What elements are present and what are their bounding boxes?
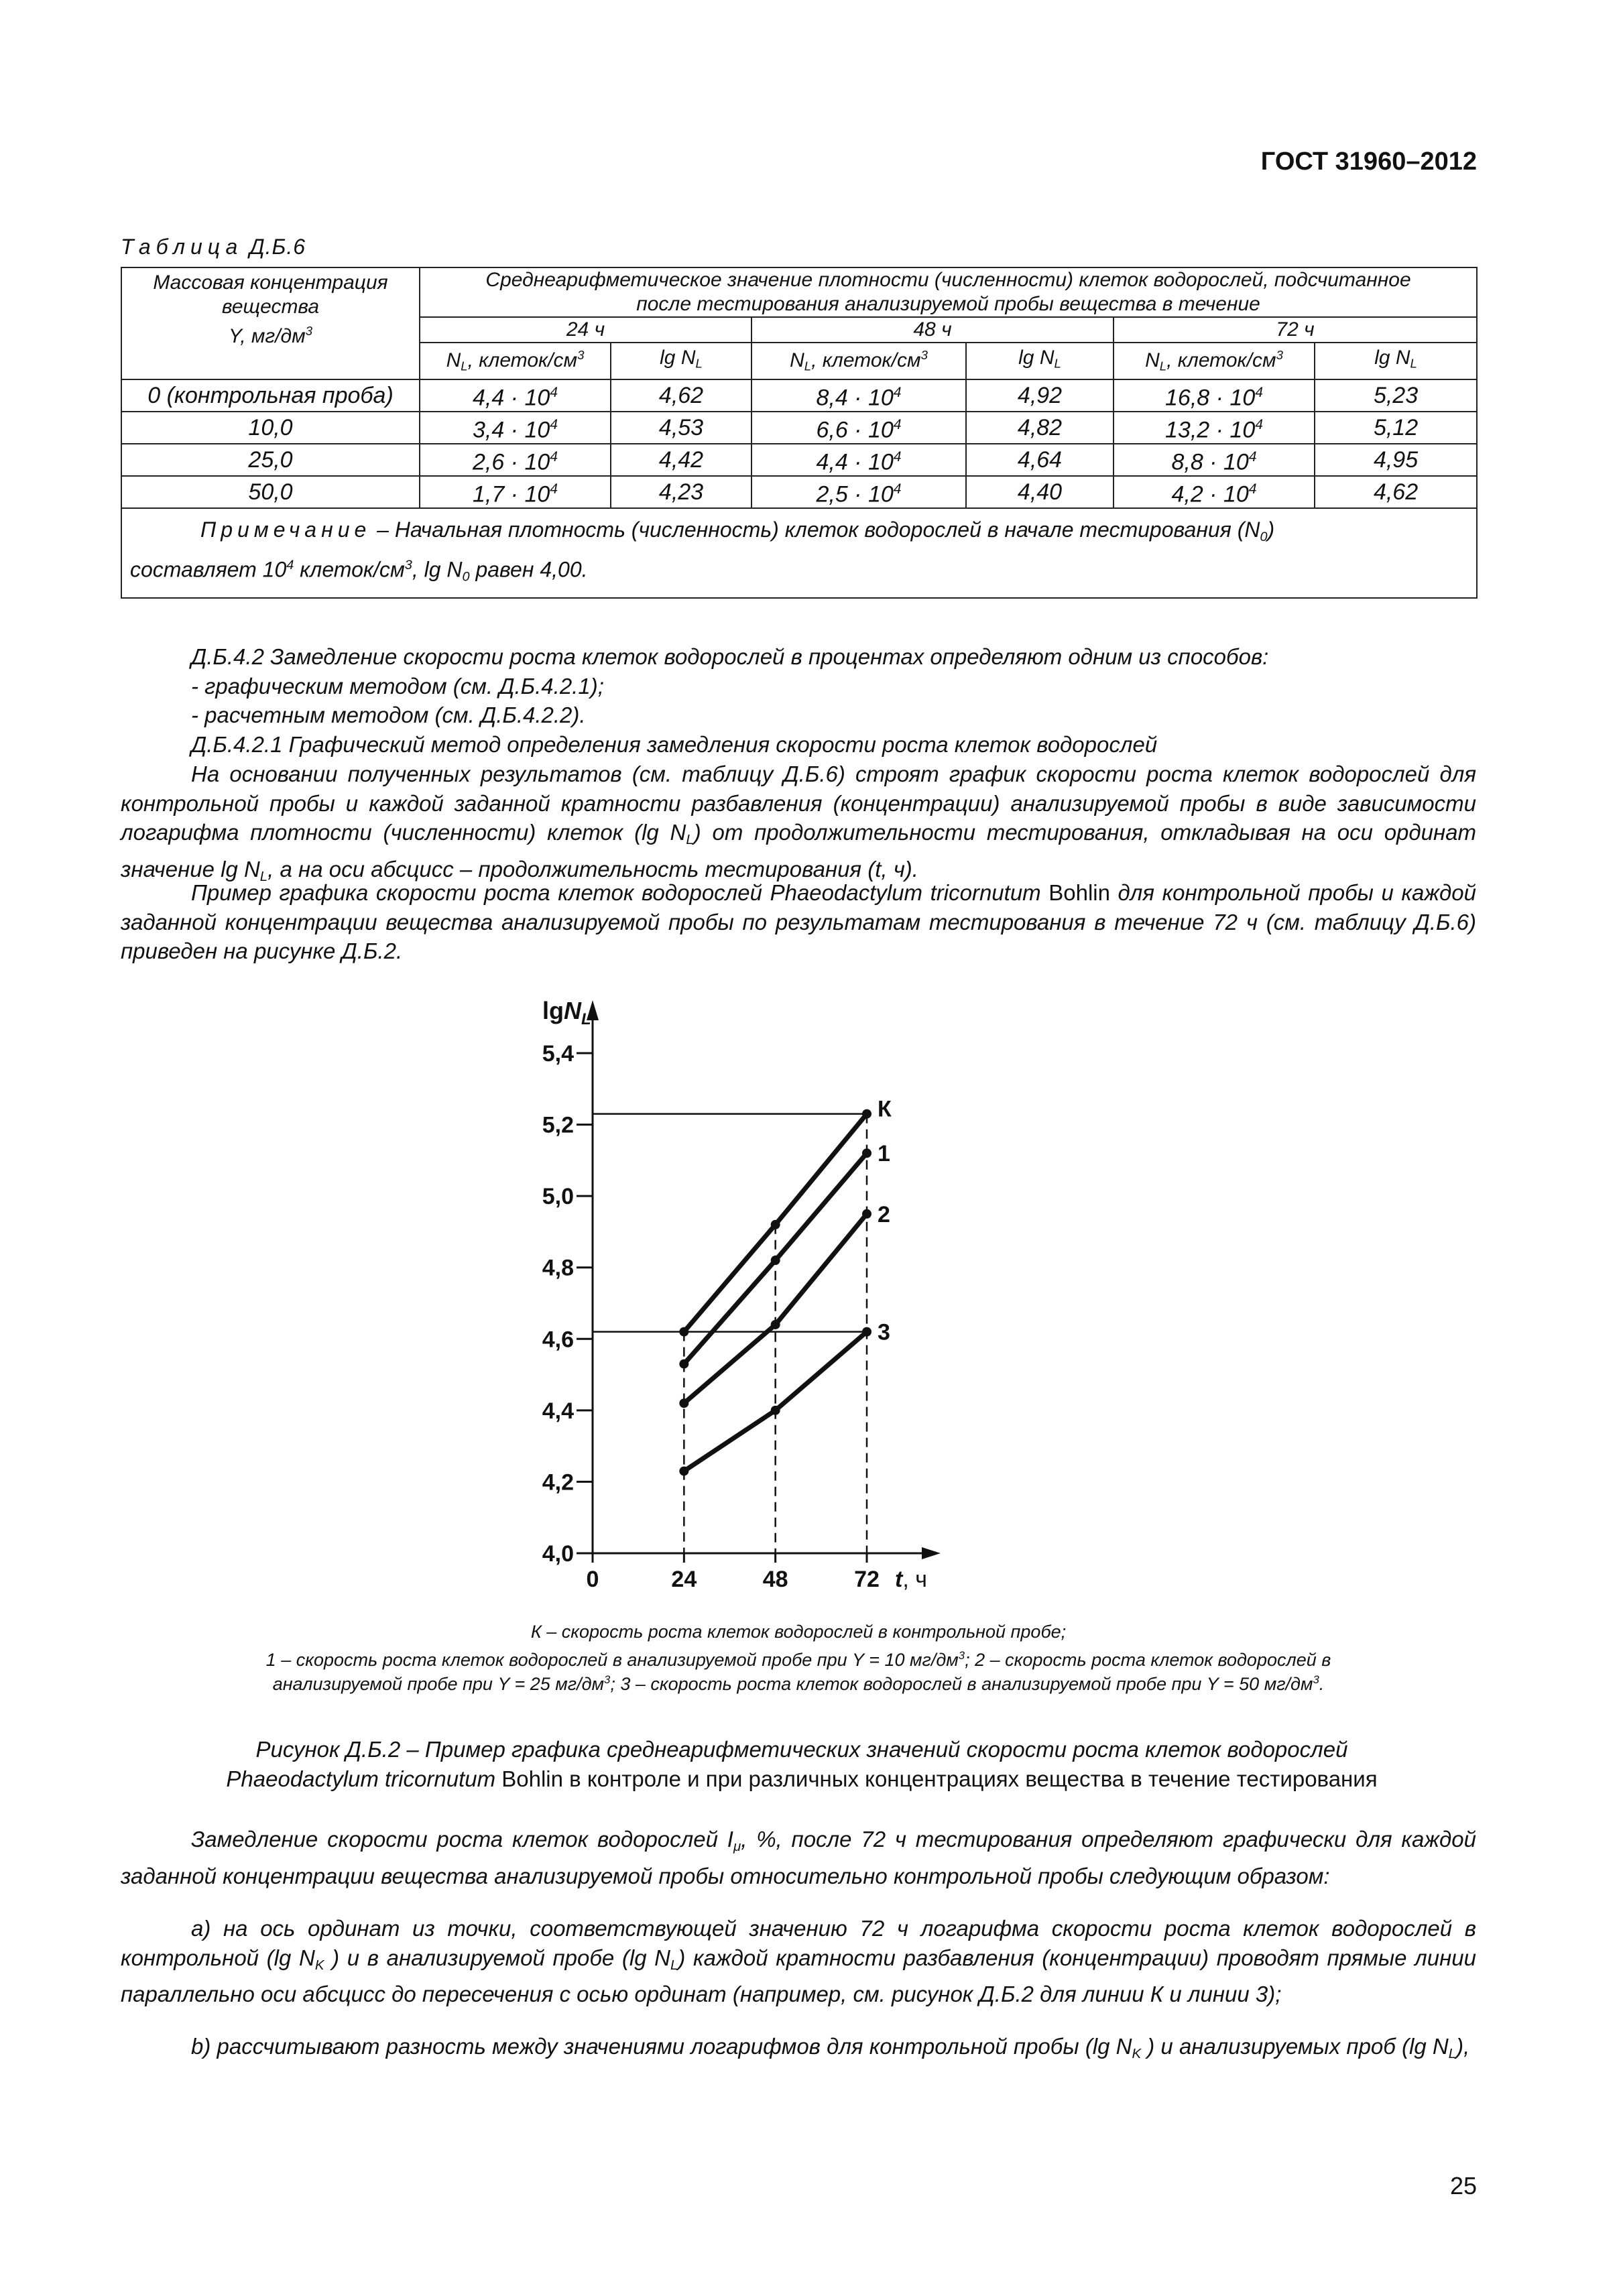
cell-lg: 4,62 [611,379,752,412]
data-point [771,1320,780,1329]
cell-density: $8,8 \cdot 10^4$ [1114,444,1315,476]
cell-concentration: 10,0 [121,412,420,444]
paragraph: - графическим методом (см. Д.Б.4.2.1); [191,674,604,699]
y-tick-label: 5,0 [542,1184,574,1210]
figure-caption: Рисунок Д.Б.2 – Пример графика среднеарифметических значений скорости роста клеток водорослей [255,1737,1348,1762]
cell-lg: 4,95 [1315,444,1477,476]
data-point [679,1360,688,1369]
header-period-48: 48 ч [752,317,1114,343]
table-caption-word: Таблица [121,235,243,259]
x-tick-label: 48 [762,1567,788,1592]
y-tick-label: 4,6 [542,1327,574,1353]
figure-caption: Phaeodactylum tricornutum Bohlin в контроле и при различных концентрациях вещества в течение тестирования [226,1766,1378,1791]
cell-lg: 4,92 [966,379,1114,412]
header-period-72: 72 ч [1114,317,1477,343]
y-tick-label: 4,2 [542,1469,574,1496]
cell-lg: 4,40 [966,476,1114,508]
cell-density: $4,2 \cdot 10^4$ [1114,476,1315,508]
header-period-24: 24 ч [420,317,752,343]
data-point [771,1406,780,1415]
paragraph: Пример графика скорости роста клеток водорослей Phaeodactylum tricornutum Bohlin для контрольной пробы и каждой заданной концентрации вещества анализируемой пробы по результатам тестирования в течение 72 ч (см. таблицу Д.Б.6) приведен на рисунке Д.Б.2. [121,880,1476,963]
cell-concentration: 25,0 [121,444,420,476]
data-point [679,1466,688,1475]
x-tick-label: 0 [586,1567,599,1592]
y-tick-label: 4,0 [542,1541,574,1567]
header-lgnl: $\lg N_L$ [1315,343,1477,379]
table-caption-number: Д.Б.6 [249,235,306,259]
cell-density: $1,7 \cdot 10^4$ [420,476,611,508]
page-number: 25 [1449,2172,1477,2199]
cell-lg: 4,42 [611,444,752,476]
cell-lg: 5,23 [1315,379,1477,412]
cell-lg: 4,62 [1315,476,1477,508]
cell-lg: 4,53 [611,412,752,444]
section-heading: Д.Б.4.2.1 Графический метод определения замедления скорости роста клеток водорослей [191,732,1158,757]
cell-lg: 5,12 [1315,412,1477,444]
cell-density: $6,6 \cdot 10^4$ [752,412,966,444]
paragraph: Д.Б.4.2 Замедление скорости роста клеток водорослей в процентах определяют одним из способов: [191,644,1269,669]
cell-lg: 4,82 [966,412,1114,444]
data-point [679,1327,688,1337]
y-tick-label: 5,4 [542,1041,574,1067]
note-label: Примечание [200,517,371,542]
data-point [862,1327,871,1337]
cell-density: $16,8 \cdot 10^4$ [1114,379,1315,412]
paragraph: a) на ось ординат из точки, соответствующей значению 72 ч логарифма скорости роста клеток водорослей в контрольной (lg $N_K$ ) и в анализируемой пробе (lg $N_L$) каждой кратности разбавления (концентрации) проводят прямые линии параллельно оси абсцисс до пересечения с осью ординат (например, см. рисунок Д.Б.2 для линии К и линии 3); [121,1916,1476,2007]
series-label: 1 [878,1141,890,1167]
y-tick-label: 5,2 [542,1112,574,1138]
figure-legend: 1 – скорость роста клеток водорослей в анализируемой пробе при Y = 10 $мг/дм^3$; 2 – скорость роста клеток водорослей в [265,1649,1331,1670]
x-tick-label: 72 [854,1567,880,1592]
data-point [771,1220,780,1229]
cell-density: $13,2 \cdot 10^4$ [1114,412,1315,444]
data-point [771,1256,780,1265]
cell-density: $2,5 \cdot 10^4$ [752,476,966,508]
paragraph: - расчетным методом (см. Д.Б.4.2.2). [191,703,586,727]
x-axis-arrow [922,1547,941,1559]
cell-lg: 4,23 [611,476,752,508]
cell-density: $8,4 \cdot 10^4$ [752,379,966,412]
cell-concentration: 0 (контрольная проба) [121,379,420,412]
data-point [862,1109,871,1119]
cell-density: $3,4 \cdot 10^4$ [420,412,611,444]
cell-concentration: 50,0 [121,476,420,508]
figure-legend: анализируемой пробе при Y = 25 $мг/дм^3$; 3 – скорость роста клеток водорослей в анализируемой пробе при Y = 50 $мг/дм^3$. [272,1673,1325,1694]
header-nl: $N_L$, клеток/$см^3$ [1114,343,1315,379]
cell-density: $2,6 \cdot 10^4$ [420,444,611,476]
header-concentration: Массовая концентрация вещества Y, $мг/дм^3$ [121,267,420,379]
x-axis-label: t, ч [895,1567,927,1592]
header-nl: $N_L$, клеток/$см^3$ [420,343,611,379]
header-lgnl: $\lg N_L$ [611,343,752,379]
series-label: 2 [878,1201,890,1227]
paragraph: Замедление скорости роста клеток водорослей $I_\mu$, %, после 72 ч тестирования определяют графически для каждой заданной концентрации вещества анализируемой пробы относительно контрольной пробы следующим образом: [121,1827,1476,1888]
data-point [679,1398,688,1408]
y-tick-label: 4,8 [542,1255,574,1281]
x-tick-label: 24 [671,1567,697,1592]
cell-density: $4,4 \cdot 10^4$ [420,379,611,412]
paragraph: На основании полученных результатов (см. таблицу Д.Б.6) строят график скорости роста клеток водорослей для контрольной пробы и каждой заданной кратности разбавления (концентрации) анализируемой пробы в виде зависимости логарифма плотности (численности) клеток (lg $N_L$) от продолжительности тестирования, откладывая на оси ординат значение $\lg N_L$, а на оси абсцисс – продолжительность тестирования (t, ч). [121,762,1477,884]
cell-density: $4,4 \cdot 10^4$ [752,444,966,476]
data-point [862,1209,871,1219]
series-label: 3 [878,1319,890,1345]
paragraph: b) рассчитывают разность между значениями логарифмов для контрольной пробы (lg $N_K$ ) и анализируемых проб (lg $N_L$), [191,2034,1470,2062]
y-axis-label: lgN$_L$ [542,997,591,1028]
cell-lg: 4,64 [966,444,1114,476]
data-point [862,1148,871,1158]
header-mean-density: Среднеарифметическое значение плотности (численности) клеток водорослей, подсчитанное после тестирования анализируемой пробы вещества в течение [420,267,1477,317]
document-id: ГОСТ 31960–2012 [1260,147,1477,176]
y-tick-label: 4,4 [542,1398,574,1424]
header-nl: $N_L$, клеток/$см^3$ [752,343,966,379]
table-note: Примечание – Начальная плотность (численность) клеток водорослей в начале тестирования $(N_0)$ составляет $10^4$ клеток/$см^3$, $\lg N_0$ равен 4,00. [121,508,1477,599]
header-lgnl: $\lg N_L$ [966,343,1114,379]
series-label: К [878,1096,892,1122]
figure-legend: К – скорость роста клеток водорослей в контрольной пробе; [530,1622,1067,1642]
